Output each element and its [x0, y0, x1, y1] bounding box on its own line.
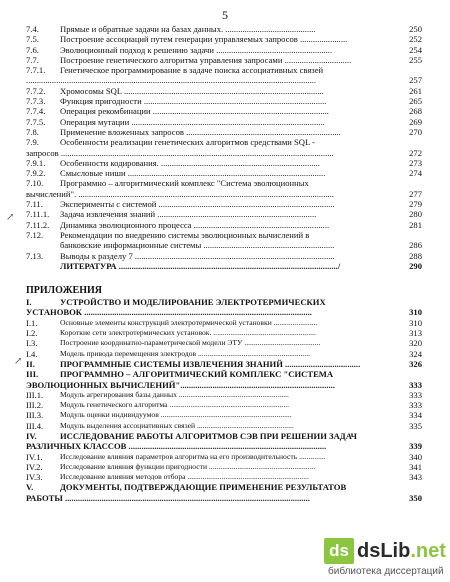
- toc-entry-page: 277: [409, 188, 422, 199]
- table-of-contents: [26, 24, 422, 503]
- toc-entry-number: II.: [26, 358, 35, 369]
- toc-entry-title: Программно – алгоритмический комплекс "Система эволюционных: [60, 178, 309, 189]
- toc-entry-title: Особенности реализации генетических алгоритмов средствами SQL -: [60, 137, 315, 148]
- toc-entry-title: Построение генетического алгоритма управления запросами ...............................: [60, 54, 352, 65]
- toc-entry-page: 280: [409, 209, 422, 220]
- toc-entry-title: Модуль оценки индивидуумов .....................................................................: [60, 410, 292, 420]
- toc-entry: [26, 390, 422, 400]
- toc-entry-title: Исследование влияния параметров алгоритма на его производительность ..............: [60, 451, 326, 461]
- toc-entry: [26, 261, 422, 271]
- toc-entry: [26, 441, 422, 451]
- toc-entry-title: Функция пригодности .....................................................................................: [60, 96, 327, 107]
- toc-entry-page: 279: [409, 199, 422, 210]
- toc-entry: [26, 127, 422, 137]
- toc-entry-page: 310: [409, 307, 422, 318]
- toc-entry: [26, 189, 422, 199]
- toc-entry: [26, 106, 422, 116]
- toc-entry-title: Построение координатно-параметрической модели ЭТУ ........................................: [60, 338, 321, 348]
- toc-entry-page: 341: [409, 461, 422, 472]
- toc-entry-title: Особенности кодирования. ..........................................................................: [60, 157, 320, 168]
- toc-entry-number: IV.: [26, 430, 37, 441]
- toc-entry-number: IV.3.: [26, 472, 43, 483]
- toc-entry-page: 335: [409, 420, 422, 431]
- toc-entry-title: Основные элементы конструкций электротермической установки .......................: [60, 317, 318, 327]
- toc-entry-page: 334: [409, 410, 422, 421]
- toc-entry-title: Выводы к разделу 7 .............................................................................................: [60, 250, 335, 261]
- toc-entry-title: Операция рекомбинации ..................................................................................: [60, 106, 329, 117]
- toc-entry-number: 7.9.2.: [26, 168, 46, 179]
- toc-entry-title: Операция мутации ..........................................................................................: [60, 116, 325, 127]
- toc-entry-title: Короткие сети электротермических установок. ......................................................: [60, 328, 316, 338]
- toc-entry-title: РАБОТЫ ..................................................................................................................: [26, 492, 310, 503]
- toc-entry-number: 7.8.: [26, 126, 39, 137]
- toc-entry: [26, 24, 422, 34]
- toc-entry: [26, 148, 422, 158]
- toc-entry-title: ПРОГРАММНЫЕ СИСТЕМЫ ИЗВЛЕЧЕНИЯ ЗНАНИЙ ...................................: [60, 358, 361, 369]
- toc-entry-title: Хромосомы SQL .............................................................................................: [60, 85, 324, 96]
- toc-entry: [26, 482, 422, 492]
- toc-entry-page: 269: [409, 116, 422, 127]
- toc-entry: [26, 410, 422, 420]
- toc-entry-title: Модель привода перемещения электродов ...........................................................: [60, 348, 311, 358]
- toc-entry: [26, 86, 422, 96]
- toc-entry-page: 339: [409, 441, 422, 452]
- toc-entry: [26, 117, 422, 127]
- watermark-name: dsLib.net: [357, 539, 446, 562]
- watermark-tagline: библиотека диссертаций: [328, 566, 444, 577]
- toc-entry-number: 7.5.: [26, 34, 39, 45]
- toc-entry-page: 324: [409, 348, 422, 359]
- toc-entry-title: .......................................................................................................................................: [26, 75, 317, 86]
- toc-entry-page: 270: [409, 126, 422, 137]
- toc-entry-title: ЛИТЕРАТУРА ....................................................................................................../: [60, 260, 341, 271]
- toc-entry-number: 7.12.: [26, 229, 44, 240]
- toc-entry-number: IV.2.: [26, 461, 43, 472]
- toc-entry-page: 257: [409, 75, 422, 86]
- toc-entry-number: 7.7.4.: [26, 106, 46, 117]
- toc-entry-title: Задача извлечения знаний ..........................................................................: [60, 209, 317, 220]
- toc-entry: [26, 472, 422, 482]
- toc-entry-title: Применение вложенных запросов ........................................................................: [60, 126, 341, 137]
- toc-entry-page: 333: [409, 400, 422, 411]
- toc-entry-page: 274: [409, 168, 422, 179]
- toc-entry: [26, 307, 422, 317]
- toc-entry-page: 290: [409, 260, 422, 271]
- toc-entry-title: ЭВОЛЮЦИОННЫХ ВЫЧИСЛЕНИЙ"........................................................................: [26, 379, 335, 390]
- toc-entry-page: 350: [409, 492, 422, 503]
- toc-entry-page: 273: [409, 157, 422, 168]
- toc-entry-number: I.: [26, 297, 32, 308]
- toc-entry-number: III.: [26, 369, 39, 380]
- toc-entry-number: I.1.: [26, 317, 38, 328]
- toc-entry-title: Прямые и обратные задачи на базах данных. ..........................................: [60, 24, 316, 34]
- toc-entry-page: 261: [409, 85, 422, 96]
- toc-entry: [26, 251, 422, 261]
- toc-entry-title: Модуль генетического алгоритма ...............................................................: [60, 400, 290, 410]
- watermark-badge: ds: [324, 538, 354, 564]
- toc-entry-page: 265: [409, 96, 422, 107]
- toc-entry-title: ДОКУМЕНТЫ, ПОДТВЕРЖДАЮЩИЕ ПРИМЕНЕНИЕ РЕЗУЛЬТАТОВ: [60, 482, 347, 493]
- toc-entry-title: банковские информационные системы .............................................................: [60, 240, 335, 251]
- toc-entry-number: III.3.: [26, 410, 44, 421]
- toc-entry-page: 340: [409, 451, 422, 462]
- toc-entry-title: запросов ...............................................................................................................................: [26, 147, 334, 158]
- toc-entry-number: 7.6.: [26, 44, 39, 55]
- toc-entry-page: 333: [409, 389, 422, 400]
- toc-entry-title: Рекомендации по внедрению системы эволюционных вычислений в: [60, 229, 310, 240]
- toc-entry-page: 252: [409, 34, 422, 45]
- toc-entry-title: ПРОГРАММНО – АЛГОРИТМИЧЕСКИЙ КОМПЛЕКС "СИСТЕМА: [60, 369, 334, 380]
- toc-entry-title: УСТАНОВОК ..........................................................................................................: [26, 307, 312, 318]
- toc-entry-number: 7.11.2.: [26, 219, 50, 230]
- margin-mark: ↗: [14, 356, 23, 367]
- toc-entry-number: III.4.: [26, 420, 44, 431]
- toc-entry: [26, 328, 422, 338]
- toc-entry-page: 343: [409, 472, 422, 483]
- appendix-heading: ПРИЛОЖЕНИЯ: [26, 285, 102, 297]
- toc-entry-page: 254: [409, 44, 422, 55]
- toc-entry: [26, 209, 422, 219]
- toc-entry-title: Исследование влияния функции пригодности ........................................................: [60, 461, 316, 471]
- toc-entry: [26, 168, 422, 178]
- toc-entry-number: I.2.: [26, 328, 38, 339]
- margin-mark: ↗: [6, 212, 15, 223]
- toc-entry-number: 7.13.: [26, 250, 44, 261]
- toc-entry: [26, 75, 422, 85]
- toc-entry-page: 326: [409, 358, 422, 369]
- toc-entry-number: 7.10.: [26, 178, 44, 189]
- toc-entry-title: Эволюционный подход к решению задачи ......................................................: [60, 44, 333, 55]
- toc-entry-page: 310: [409, 317, 422, 328]
- toc-entry-number: 7.11.1.: [26, 209, 50, 220]
- toc-entry-page: 268: [409, 106, 422, 117]
- toc-entry-number: 7.9.: [26, 137, 39, 148]
- toc-entry-title: Модуль выделения ассоциативных связей ...................................................: [60, 420, 294, 430]
- toc-entry: [26, 380, 422, 390]
- toc-entry-number: I.4.: [26, 348, 38, 359]
- toc-entry-title: вычислений". .......................................................................................................................: [26, 188, 334, 199]
- toc-appendix-list: [26, 297, 422, 503]
- toc-entry-title: УСТРОЙСТВО И МОДЕЛИРОВАНИЕ ЭЛЕКТРОТЕРМИЧЕСКИХ: [60, 297, 326, 308]
- toc-entry-page: 320: [409, 338, 422, 349]
- toc-entry: [26, 369, 422, 379]
- toc-entry-number: III.1.: [26, 389, 44, 400]
- toc-entry-number: 7.7.1.: [26, 65, 46, 76]
- toc-entry-title: Смысловые ниши ............................................................................................: [60, 168, 326, 179]
- toc-entry-page: 288: [409, 250, 422, 261]
- toc-entry: [26, 199, 422, 209]
- toc-entry: [26, 96, 422, 106]
- toc-entry-page: 333: [409, 379, 422, 390]
- toc-entry: [26, 431, 422, 441]
- toc-entry-title: ИССЛЕДОВАНИЕ РАБОТЫ АЛГОРИТМОВ СЭВ ПРИ РЕШЕНИИ ЗАДАЧ: [60, 430, 357, 441]
- toc-entry: [26, 338, 422, 348]
- page-number: 5: [222, 8, 228, 22]
- toc-entry-number: 7.7.2.: [26, 85, 46, 96]
- toc-main-list: [26, 24, 422, 271]
- toc-entry-number: 7.4.: [26, 24, 39, 34]
- toc-entry: [26, 158, 422, 168]
- toc-entry-page: 313: [409, 328, 422, 339]
- toc-entry-number: I.3.: [26, 338, 38, 349]
- watermark-logo: [324, 538, 446, 564]
- toc-entry: [26, 421, 422, 431]
- toc-entry: [26, 462, 422, 472]
- toc-entry-title: Эксперименты с системой ..................................................................................: [60, 199, 335, 210]
- toc-entry: [26, 45, 422, 55]
- toc-entry-number: 7.7.: [26, 54, 39, 65]
- toc-entry-page: 286: [409, 240, 422, 251]
- toc-entry: [26, 65, 422, 75]
- toc-entry-number: IV.1.: [26, 451, 43, 462]
- toc-entry: [26, 349, 422, 359]
- toc-entry-number: 7.9.1.: [26, 157, 46, 168]
- toc-entry-number: III.2.: [26, 400, 44, 411]
- toc-entry: [26, 400, 422, 410]
- toc-entry: [26, 493, 422, 503]
- toc-entry-title: Генетическое программирование в задаче поиска ассоциативных связей: [60, 65, 324, 76]
- toc-entry: [26, 359, 422, 369]
- toc-entry-page: 255: [409, 54, 422, 65]
- toc-entry: [26, 452, 422, 462]
- toc-entry-title: Построение ассоциаций путем генерации управляемых запросов ......................: [60, 34, 348, 45]
- toc-entry-number: 7.7.5.: [26, 116, 46, 127]
- toc-entry: [26, 34, 422, 44]
- toc-entry-number: 7.7.3.: [26, 96, 46, 107]
- toc-entry-page: 250: [409, 24, 422, 34]
- toc-entry-title: Модуль агрегирования базы данных ..........................................................: [60, 389, 289, 399]
- toc-entry-title: РАЗЛИЧНЫХ КЛАССОВ ............................................................................................: [26, 441, 327, 452]
- toc-entry-title: Динамика эволюционного процесса ...............................................................: [60, 219, 330, 230]
- toc-entry-number: 7.11.: [26, 199, 43, 210]
- toc-entry: [26, 137, 422, 147]
- toc-entry: [26, 297, 422, 307]
- toc-entry-page: 281: [409, 219, 422, 230]
- toc-entry: [26, 55, 422, 65]
- toc-entry-number: V.: [26, 482, 34, 493]
- toc-entry-title: Исследование влияния методов отбора ................................................................: [60, 472, 309, 482]
- toc-entry: [26, 178, 422, 188]
- toc-entry: [26, 230, 422, 240]
- toc-entry: [26, 240, 422, 250]
- toc-entry: [26, 318, 422, 328]
- toc-entry-page: 272: [409, 147, 422, 158]
- toc-entry: [26, 220, 422, 230]
